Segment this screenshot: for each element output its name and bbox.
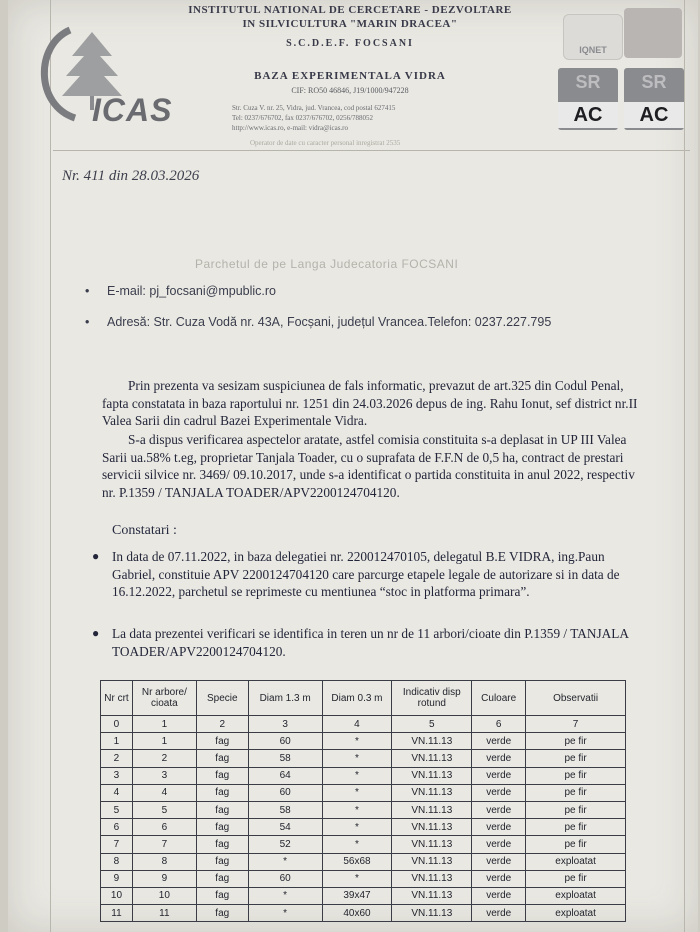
- registration-number: Nr. 411 din 28.03.2026: [62, 168, 200, 184]
- table-row: [101, 819, 626, 836]
- table-cell: pe fir: [526, 870, 626, 887]
- column-header: Nr arbore/ cioata: [132, 681, 196, 716]
- table-cell: *: [322, 801, 392, 818]
- table-cell: 1: [132, 733, 196, 750]
- institute-name-line1: INSTITUTUL NATIONAL DE CERCETARE - DEZVOLTARE: [188, 4, 512, 16]
- contact-email: • E-mail: pj_focsani@mpublic.ro: [85, 284, 277, 298]
- table-cell: VN.11.13: [392, 870, 472, 887]
- table-cell: 7: [132, 836, 196, 853]
- table-cell: VN.11.13: [392, 750, 472, 767]
- table-cell: 4: [101, 784, 133, 801]
- phone-line: Tel: 0237/676702, fax 0237/676702, 0256/788052: [232, 114, 374, 122]
- cif-line: CIF: RO50 46846, J19/1000/947228: [291, 86, 409, 95]
- table-cell: 4: [322, 716, 392, 733]
- column-header: Nr crt: [101, 681, 133, 716]
- table-cell: fag: [196, 905, 248, 922]
- margin-line-left: [50, 0, 51, 932]
- finding-item: ● La data prezentei verificari se identifica in teren un nr de 11 arbori/cioate din P.1359 / TANJALA TOADER/APV2200124704120.: [92, 626, 629, 659]
- table-cell: verde: [472, 801, 526, 818]
- iqnet-logo: IQNET: [563, 14, 623, 60]
- table-cell: *: [322, 870, 392, 887]
- table-cell: VN.11.13: [392, 836, 472, 853]
- table-cell: 60: [248, 733, 322, 750]
- finding-item: ● In data de 07.11.2022, in baza delegatiei nr. 220012470105, delegatul B.E VIDRA, ing.Paun Gabriel, constituie APV 2200124704120 care parcurge etapele legale de autorizare si in data de 16.12.2022, parchetul se reprimeste cu mentiunea “stoc in platforma primara”.: [92, 549, 620, 600]
- table-cell: 58: [248, 750, 322, 767]
- table-row: [101, 870, 626, 887]
- table-cell: fag: [196, 836, 248, 853]
- table-cell: fag: [196, 750, 248, 767]
- trees-table: [100, 680, 626, 922]
- header-divider: [53, 150, 690, 151]
- table-row: [101, 853, 626, 870]
- operator-line: Operator de date cu caracter personal inregistrat 2535: [250, 139, 401, 147]
- table-cell: verde: [472, 905, 526, 922]
- table-cell: 0: [101, 716, 133, 733]
- table-cell: verde: [472, 870, 526, 887]
- table-cell: 58: [248, 801, 322, 818]
- table-cell: VN.11.13: [392, 733, 472, 750]
- table-cell: pe fir: [526, 836, 626, 853]
- table-cell: VN.11.13: [392, 767, 472, 784]
- table-cell: 54: [248, 819, 322, 836]
- table-cell: fag: [196, 733, 248, 750]
- table-cell: 1: [132, 716, 196, 733]
- table-cell: 8: [101, 853, 133, 870]
- paragraph-verification: S-a dispus verificarea aspectelor aratate, astfel comisia constituita s-a deplasat in UP III Valea Sarii ua.58% t.eg, proprietar Tanjala Toader, cu o suprafata de F.F.N de 0,5 ha, contract de prestari servicii silvice nr. 3469/ 09.10.2017, unde s-a identificat o partida constituita in anul 2022, respectiv nr. P.1359 / TANJALA TOADER/APV2200124704120.: [102, 432, 635, 500]
- table-cell: *: [248, 887, 322, 904]
- sr-ac-logo: SR AC: [558, 68, 618, 130]
- table-cell: 3: [101, 767, 133, 784]
- table-cell: 10: [132, 887, 196, 904]
- sr-ac-logo: SR AC: [624, 68, 684, 130]
- table-cell: pe fir: [526, 750, 626, 767]
- table-cell: pe fir: [526, 767, 626, 784]
- table-row: [101, 836, 626, 853]
- table-cell: pe fir: [526, 819, 626, 836]
- table-cell: VN.11.13: [392, 905, 472, 922]
- table-cell: 6: [132, 819, 196, 836]
- bullet-icon: ●: [92, 626, 100, 640]
- recipient: Parchetul de pe Langa Judecatoria FOCSANI: [195, 257, 459, 271]
- table-cell: 11: [132, 905, 196, 922]
- table-cell: 4: [132, 784, 196, 801]
- web-line: http://www.icas.ro, e-mail: vidra@icas.ro: [232, 124, 349, 132]
- table-cell: 60: [248, 870, 322, 887]
- table-cell: *: [322, 836, 392, 853]
- certification-badge: [624, 8, 682, 58]
- paragraph-intro: Prin prezenta va sesizam suspiciunea de fals informatic, prevazut de art.325 din Codul Penal, fapta constatata in baza raportului nr. 1251 din 24.03.2026 depus de ing. Rahu Ionut, sef district nr.II Valea Sarii din cadrul Bazei Experimentale Vidra.: [102, 378, 638, 429]
- table-cell: *: [322, 733, 392, 750]
- column-header: Diam 0.3 m: [322, 681, 392, 716]
- table-row: [101, 750, 626, 767]
- table-cell: verde: [472, 853, 526, 870]
- table-cell: 7: [101, 836, 133, 853]
- table-cell: 2: [196, 716, 248, 733]
- table-cell: fag: [196, 819, 248, 836]
- table-cell: 64: [248, 767, 322, 784]
- table-cell: 6: [101, 819, 133, 836]
- table-cell: VN.11.13: [392, 801, 472, 818]
- table-cell: 52: [248, 836, 322, 853]
- table-cell: pe fir: [526, 733, 626, 750]
- column-header: Culoare: [472, 681, 526, 716]
- table-cell: verde: [472, 836, 526, 853]
- table-cell: 11: [101, 905, 133, 922]
- table-cell: 39x47: [322, 887, 392, 904]
- table-row: [101, 733, 626, 750]
- table-cell: exploatat: [526, 853, 626, 870]
- table-cell: 10: [101, 887, 133, 904]
- bullet-icon: ●: [92, 549, 100, 563]
- table-cell: 6: [472, 716, 526, 733]
- table-cell: VN.11.13: [392, 819, 472, 836]
- table-cell: verde: [472, 819, 526, 836]
- table-cell: fag: [196, 801, 248, 818]
- table-cell: verde: [472, 767, 526, 784]
- table-cell: *: [322, 784, 392, 801]
- base-name: BAZA EXPERIMENTALA VIDRA: [254, 70, 446, 82]
- table-cell: *: [322, 767, 392, 784]
- table-cell: 9: [101, 870, 133, 887]
- table-cell: 40x60: [322, 905, 392, 922]
- table-cell: *: [248, 905, 322, 922]
- table-cell: verde: [472, 784, 526, 801]
- table-cell: fag: [196, 784, 248, 801]
- icas-logo-text: ICAS: [92, 92, 173, 128]
- table-cell: VN.11.13: [392, 784, 472, 801]
- table-cell: VN.11.13: [392, 887, 472, 904]
- table-cell: 9: [132, 870, 196, 887]
- table-cell: pe fir: [526, 801, 626, 818]
- findings-title: Constatari :: [112, 523, 177, 538]
- table-cell: 5: [101, 801, 133, 818]
- table-cell: 56x68: [322, 853, 392, 870]
- table-cell: verde: [472, 733, 526, 750]
- table-cell: fag: [196, 887, 248, 904]
- column-header: Diam 1.3 m: [248, 681, 322, 716]
- table-row: [101, 887, 626, 904]
- column-header: Specie: [196, 681, 248, 716]
- table-cell: 2: [101, 750, 133, 767]
- table-cell: 60: [248, 784, 322, 801]
- table-row: [101, 767, 626, 784]
- table-cell: *: [322, 819, 392, 836]
- table-cell: 1: [101, 733, 133, 750]
- institute-branch: S.C.D.E.F. FOCSANI: [286, 38, 414, 49]
- table-cell: 5: [392, 716, 472, 733]
- column-header: Observatii: [526, 681, 626, 716]
- table-row: [101, 801, 626, 818]
- table-index-row: [101, 716, 626, 733]
- table-cell: exploatat: [526, 887, 626, 904]
- table-cell: *: [322, 750, 392, 767]
- table-cell: 3: [248, 716, 322, 733]
- contact-address: • Adresă: Str. Cuza Vodă nr. 43A, Focșani, județul Vrancea.Telefon: 0237.227.795: [85, 315, 552, 329]
- table-cell: fag: [196, 870, 248, 887]
- table-cell: exploatat: [526, 905, 626, 922]
- table-cell: 3: [132, 767, 196, 784]
- margin-line-right: [684, 0, 685, 932]
- table-cell: fag: [196, 853, 248, 870]
- table-cell: *: [248, 853, 322, 870]
- table-cell: 7: [526, 716, 626, 733]
- table-cell: 5: [132, 801, 196, 818]
- table-cell: 2: [132, 750, 196, 767]
- table-cell: verde: [472, 750, 526, 767]
- table-cell: fag: [196, 767, 248, 784]
- table-row: [101, 905, 626, 922]
- table-row: [101, 784, 626, 801]
- institute-name-line2: IN SILVICULTURA "MARIN DRACEA": [242, 18, 458, 30]
- table-cell: 8: [132, 853, 196, 870]
- table-cell: pe fir: [526, 784, 626, 801]
- address-line: Str. Cuza V. nr. 25, Vidra, jud. Vrancea, cod postal 627415: [232, 104, 396, 112]
- table-cell: verde: [472, 887, 526, 904]
- table-cell: VN.11.13: [392, 853, 472, 870]
- table-header-row: [101, 681, 626, 716]
- column-header: Indicativ disp rotund: [392, 681, 472, 716]
